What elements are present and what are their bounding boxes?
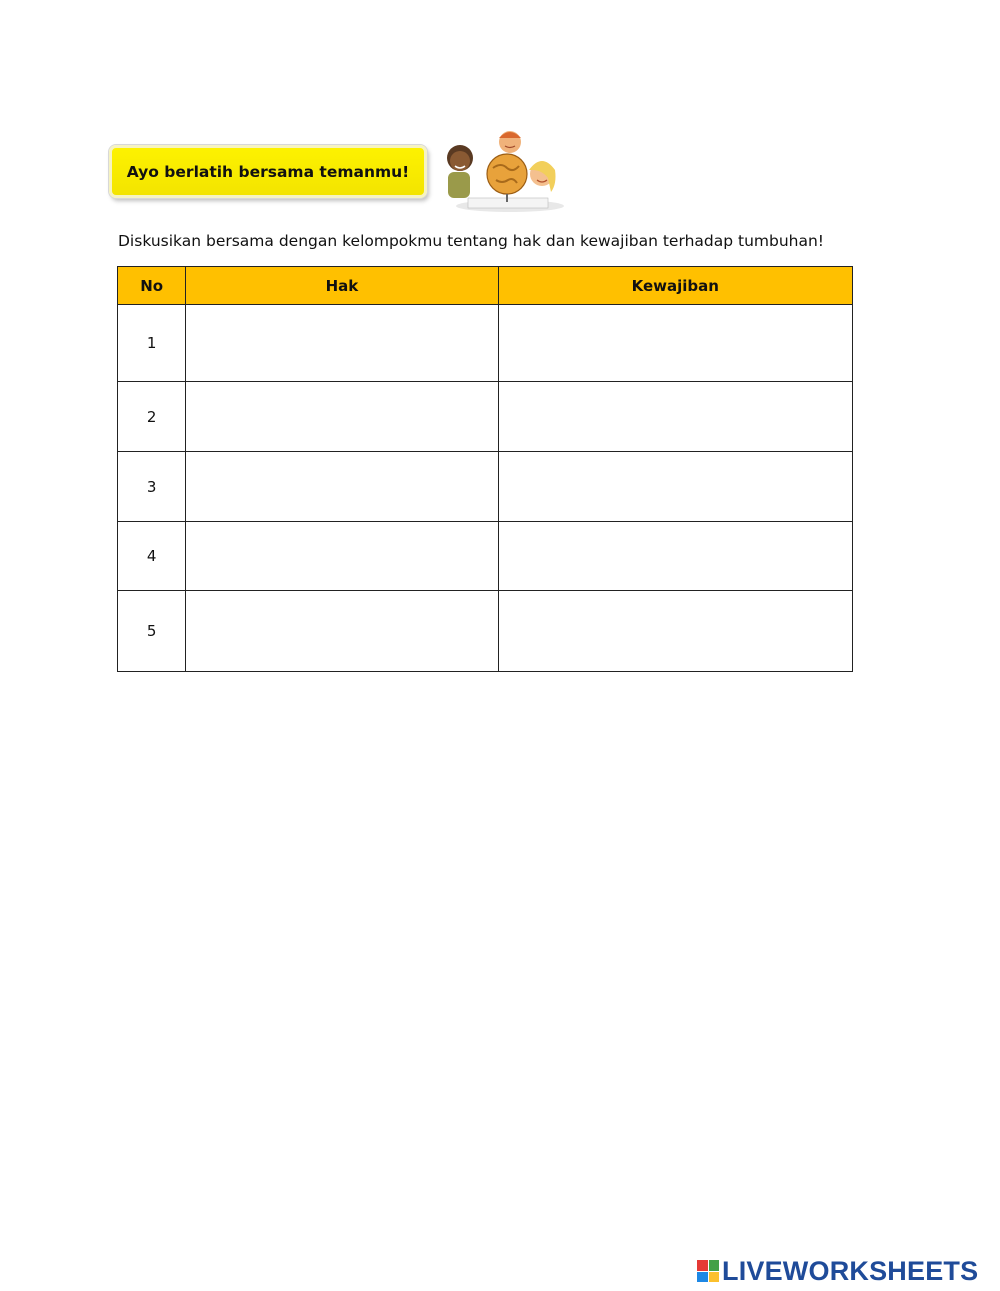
- hak-cell[interactable]: [186, 522, 498, 591]
- row-number: 2: [118, 382, 186, 452]
- hak-cell[interactable]: [186, 452, 498, 522]
- hak-cell[interactable]: [186, 382, 498, 452]
- liveworksheets-logo[interactable]: [697, 1257, 978, 1285]
- hak-cell[interactable]: [186, 305, 498, 382]
- row-number: 5: [118, 591, 186, 672]
- table-row: [118, 305, 853, 382]
- header-kewajiban: Kewajiban: [498, 267, 852, 305]
- kewajiban-cell[interactable]: [498, 452, 852, 522]
- children-with-globe-illustration: [438, 124, 566, 214]
- logo-text: LIVEWORKSHEETS: [722, 1255, 979, 1286]
- kewajiban-cell[interactable]: [498, 522, 852, 591]
- table-row: [118, 382, 853, 452]
- row-number: 4: [118, 522, 186, 591]
- kewajiban-cell[interactable]: [498, 382, 852, 452]
- table-row: [118, 522, 853, 591]
- kewajiban-cell[interactable]: [498, 305, 852, 382]
- banner-text: Ayo berlatih bersama temanmu!: [126, 162, 410, 181]
- table-row: [118, 591, 853, 672]
- instruction-text: Diskusikan bersama dengan kelompokmu tentang hak dan kewajiban terhadap tumbuhan!: [118, 232, 825, 250]
- rights-duties-table: [117, 266, 853, 672]
- table-row: [118, 452, 853, 522]
- table-header-row: [118, 267, 853, 305]
- hak-cell[interactable]: [186, 591, 498, 672]
- row-number: 3: [118, 452, 186, 522]
- activity-banner: [109, 145, 427, 198]
- header-no: No: [118, 267, 186, 305]
- kewajiban-cell[interactable]: [498, 591, 852, 672]
- liveworksheets-logo-icon: [697, 1260, 719, 1282]
- header-hak: Hak: [186, 267, 498, 305]
- row-number: 1: [118, 305, 186, 382]
